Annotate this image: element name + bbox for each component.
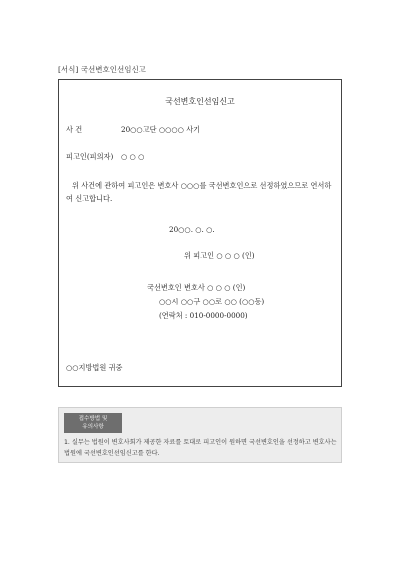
- form-date: 20○○. ○. ○.: [169, 225, 215, 234]
- lawyer-signature: 국선변호인 변호사 ○ ○ ○ (인): [147, 283, 246, 292]
- notes-badge: [64, 413, 122, 433]
- case-value: 20○○고단 ○○○○ 사기: [121, 125, 201, 134]
- case-label: 사 건: [66, 125, 83, 134]
- form-body: 위 사건에 관하여 피고인은 변호사 ○○○를 국선변호인으로 선정하였으므로 연서하여 신고합니다.: [66, 181, 332, 203]
- court-addressee: ○○지방법원 귀중: [66, 363, 123, 372]
- lawyer-address: ○○시 ○○구 ○○로 ○○ (○○동): [159, 297, 265, 306]
- defendant-value: ○ ○ ○: [121, 152, 145, 161]
- notes-badge-line1: 접수방법 및: [78, 416, 108, 422]
- defendant-signature: 위 피고인 ○ ○ ○ (인): [184, 251, 255, 260]
- notes-panel: [58, 407, 342, 463]
- notes-text: 1. 실무는 법원이 변호사회가 제공한 자료를 토대로 피고인이 원하면 국선변호인을 선정하고 변호사는 법원에 국선변호인선임신고를 한다.: [64, 439, 337, 457]
- form-title: 국선변호인선임신고: [165, 97, 235, 106]
- form-caption: [서식] 국선변호인선임신고: [58, 65, 146, 74]
- defendant-label: 피고인(피의자): [66, 152, 114, 161]
- form-document: [58, 79, 342, 387]
- notes-badge-line2: 유의사항: [82, 424, 104, 430]
- lawyer-contact: (연락처 : 010-0000-0000): [159, 311, 248, 320]
